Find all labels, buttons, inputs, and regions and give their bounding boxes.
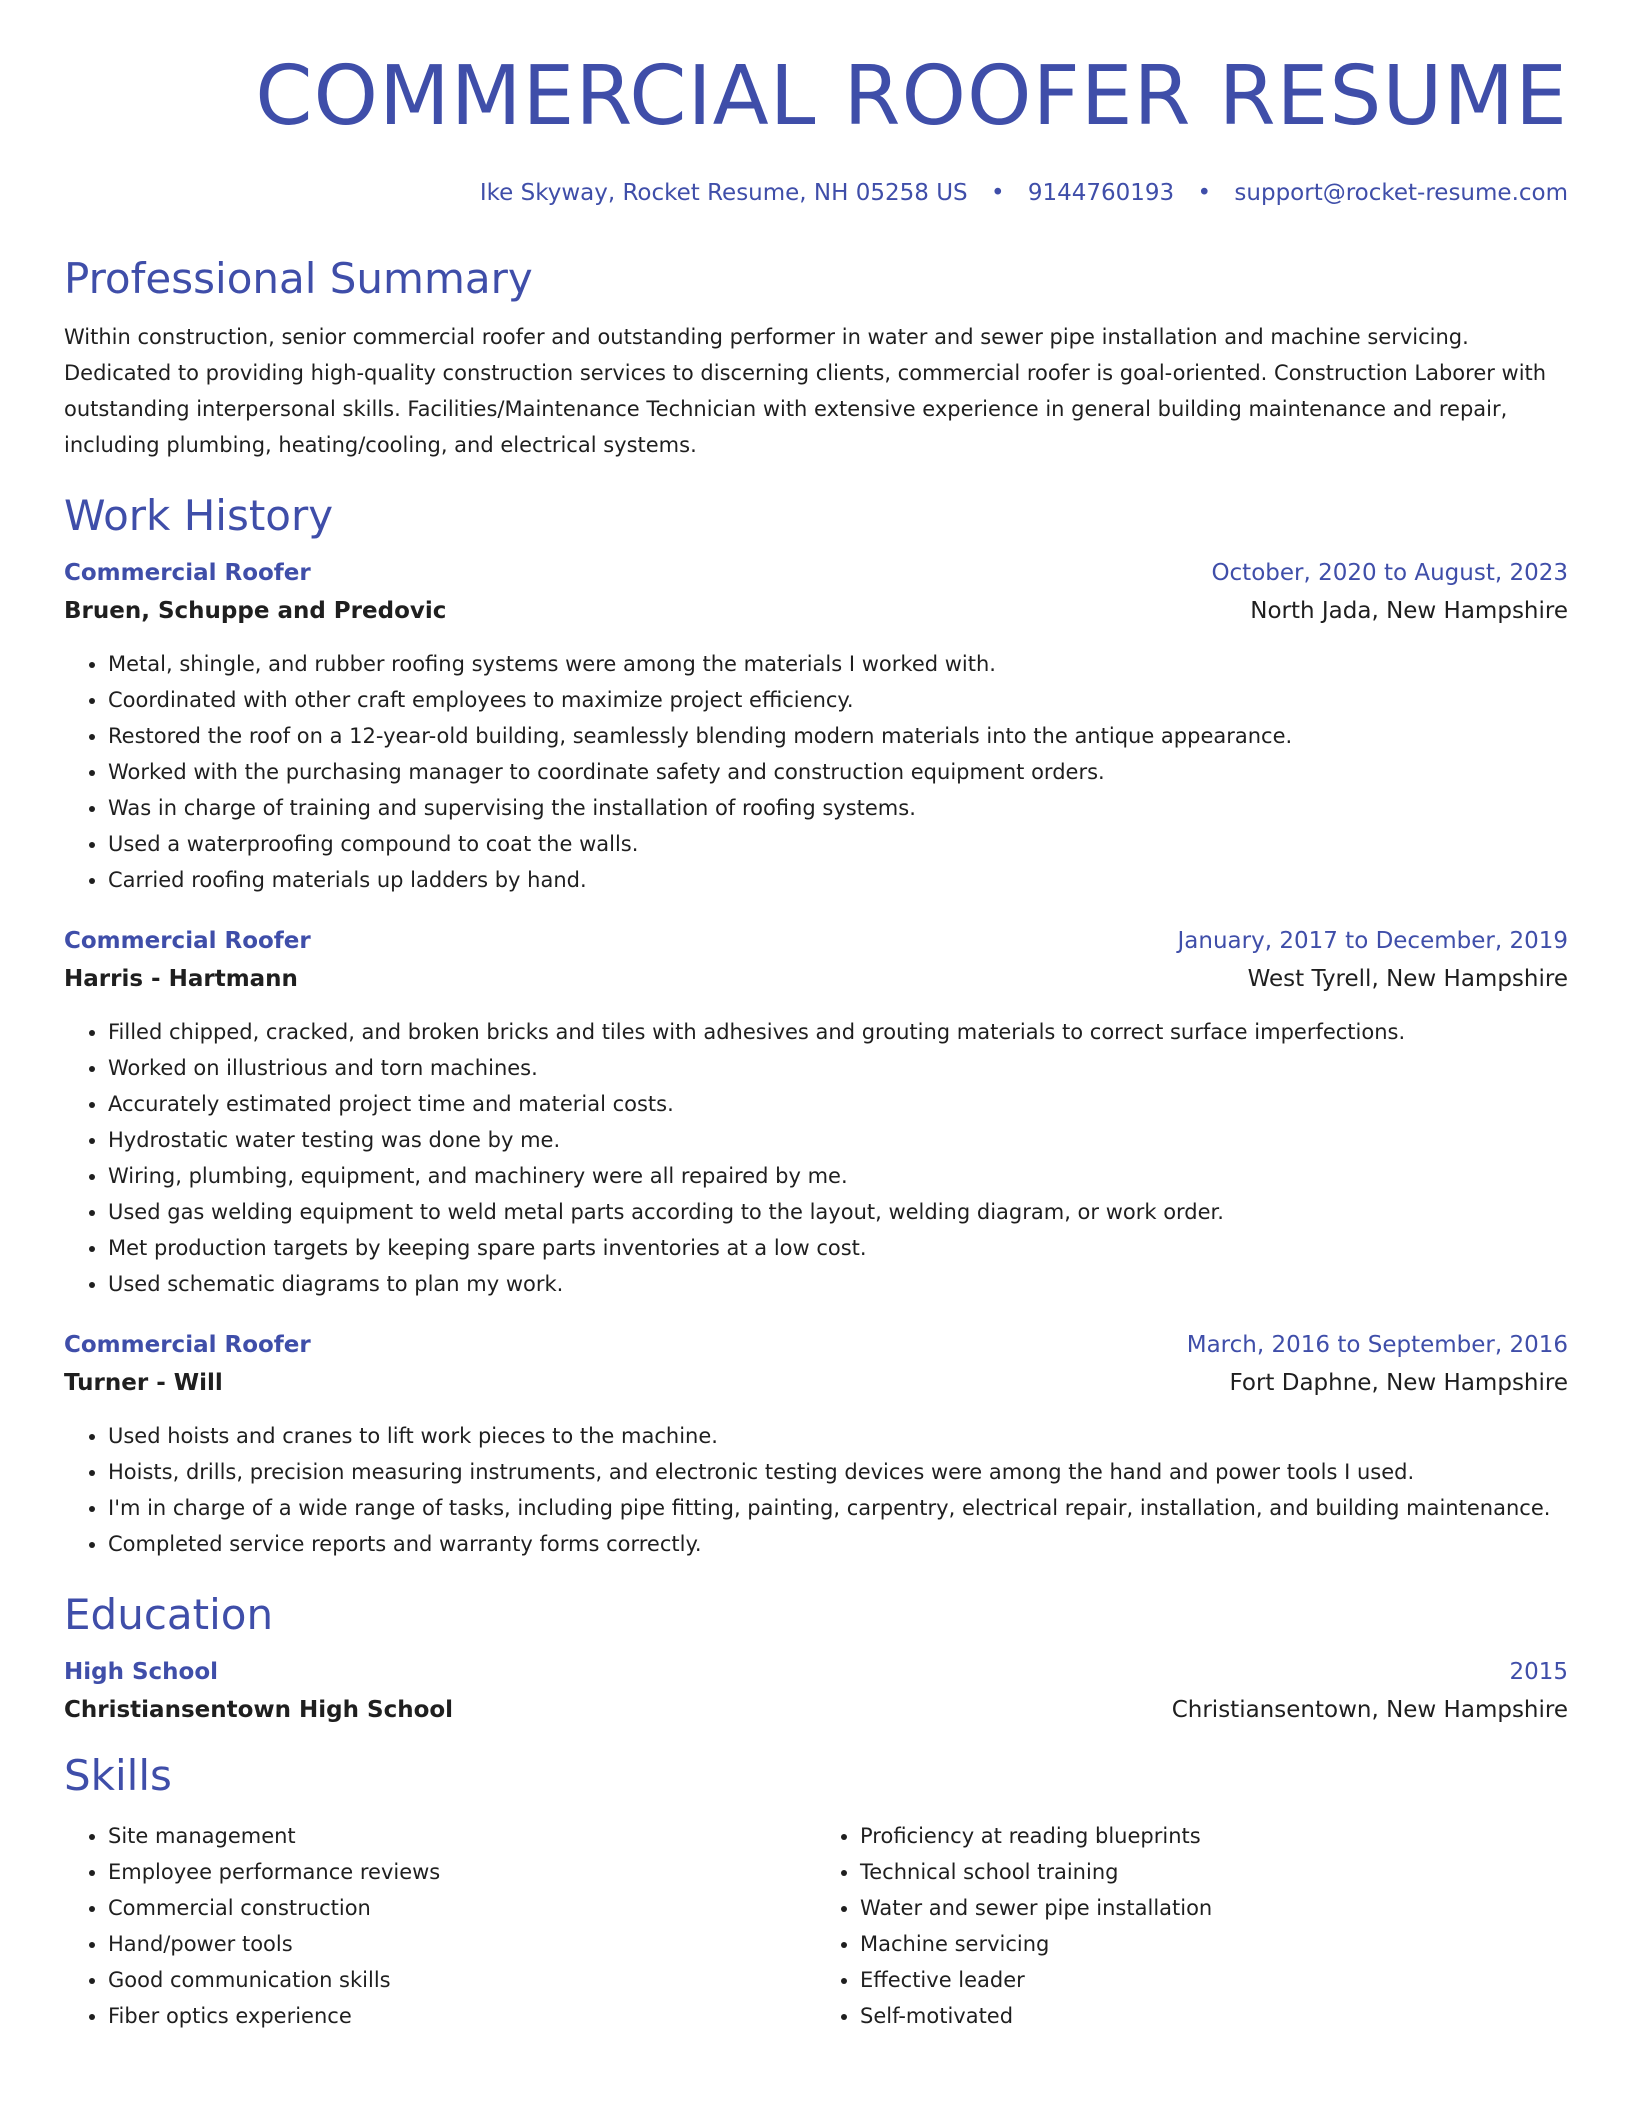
list-item: • Restored the roof on a 12-year-old building, seamlessly blending modern materials into the antique appearance. [108,718,1568,754]
company-name: Turner - Will [64,1370,223,1396]
contact-email: support@rocket-resume.com [1234,180,1568,206]
skill-item: • Water and sewer pipe installation [860,1890,1568,1926]
company-name: Harris - Hartmann [64,966,298,992]
skill-item: • Self-motivated [860,1998,1568,2034]
job-title: Commercial Roofer [64,928,311,954]
list-item: • Accurately estimated project time and material costs. [108,1086,1568,1122]
job-bullets [64,646,1568,898]
work-history-heading: Work History [64,491,334,540]
job-bullets [64,1418,1568,1562]
job-title: Commercial Roofer [64,560,311,586]
list-item: • Carried roofing materials up ladders by hand. [108,862,1568,898]
skill-item: • Proficiency at reading blueprints [860,1818,1568,1854]
job-entry [64,928,1568,1302]
job-title: Commercial Roofer [64,1332,311,1358]
job-location: Fort Daphne, New Hampshire [1229,1370,1568,1396]
education-year: 2015 [1509,1659,1568,1685]
list-item: • Worked with the purchasing manager to coordinate safety and construction equipment orders. [108,754,1568,790]
skill-item: • Commercial construction [108,1890,816,1926]
degree: High School [64,1659,219,1685]
list-item: • Used hoists and cranes to lift work pieces to the machine. [108,1418,1568,1454]
job-location: West Tyrell, New Hampshire [1247,966,1568,992]
skill-item: • Fiber optics experience [108,1998,816,2034]
skill-item: • Technical school training [860,1854,1568,1890]
company-name: Bruen, Schuppe and Predovic [64,598,447,624]
contact-phone: 9144760193 [1027,180,1175,206]
list-item: • Hydrostatic water testing was done by me. [108,1122,1568,1158]
skills-column-left [64,1818,816,2034]
job-dates: October, 2020 to August, 2023 [1211,560,1568,586]
skill-item: • Effective leader [860,1962,1568,1998]
summary-text: Within construction, senior commercial roofer and outstanding performer in water and sewer pipe installation and machine servicing. Dedicated to providing high-quality construction services to discerning clients, commercial roofer is goal-oriented. Construction Laborer with outstanding interpersonal skills. Facilities/Maintenance Technician with extensive experience in general building maintenance and repair, including plumbing, heating/cooling, and electrical systems. [64,325,1547,457]
job-dates: March, 2016 to September, 2016 [1186,1332,1568,1358]
list-item: • Wiring, plumbing, equipment, and machinery were all repaired by me. [108,1158,1568,1194]
contact-line [64,180,1568,206]
job-entry [64,1332,1568,1562]
list-item: • Hoists, drills, precision measuring instruments, and electronic testing devices were among the hand and power tools I used. [108,1454,1568,1490]
list-item: • Used a waterproofing compound to coat the walls. [108,826,1568,862]
resume-title: COMMERCIAL ROOFER RESUME [255,49,1568,144]
list-item: • Used gas welding equipment to weld metal parts according to the layout, welding diagram, or work order. [108,1194,1568,1230]
skill-item: • Hand/power tools [108,1926,816,1962]
skills-heading: Skills [64,1751,172,1800]
job-dates: January, 2017 to December, 2019 [1177,928,1568,954]
list-item: • Metal, shingle, and rubber roofing systems were among the materials I worked with. [108,646,1568,682]
list-item: • Coordinated with other craft employees to maximize project efficiency. [108,682,1568,718]
job-bullets [64,1014,1568,1302]
contact-separator: • [1197,180,1212,206]
list-item: • Was in charge of training and supervising the installation of roofing systems. [108,790,1568,826]
skill-item: • Site management [108,1818,816,1854]
list-item: • Used schematic diagrams to plan my work. [108,1266,1568,1302]
summary-heading: Professional Summary [64,254,533,303]
skill-item: • Machine servicing [860,1926,1568,1962]
list-item: • Completed service reports and warranty forms correctly. [108,1526,1568,1562]
school-location: Christiansentown, New Hampshire [1171,1697,1568,1723]
list-item: • Filled chipped, cracked, and broken bricks and tiles with adhesives and grouting materials to correct surface imperfections. [108,1014,1568,1050]
skill-item: • Good communication skills [108,1962,816,1998]
skills-column-right [816,1818,1568,2034]
contact-separator: • [990,180,1005,206]
job-entry [64,560,1568,898]
education-entry [64,1659,1568,1723]
contact-address: Ike Skyway, Rocket Resume, NH 05258 US [479,180,968,206]
job-location: North Jada, New Hampshire [1250,598,1568,624]
list-item: • Met production targets by keeping spare parts inventories at a low cost. [108,1230,1568,1266]
education-heading: Education [64,1590,274,1639]
list-item: • Worked on illustrious and torn machines. [108,1050,1568,1086]
list-item: • I'm in charge of a wide range of tasks, including pipe fitting, painting, carpentry, electrical repair, installation, and building maintenance. [108,1490,1568,1526]
skill-item: • Employee performance reviews [108,1854,816,1890]
skills-list [64,1818,1568,2034]
school-name: Christiansentown High School [64,1697,454,1723]
